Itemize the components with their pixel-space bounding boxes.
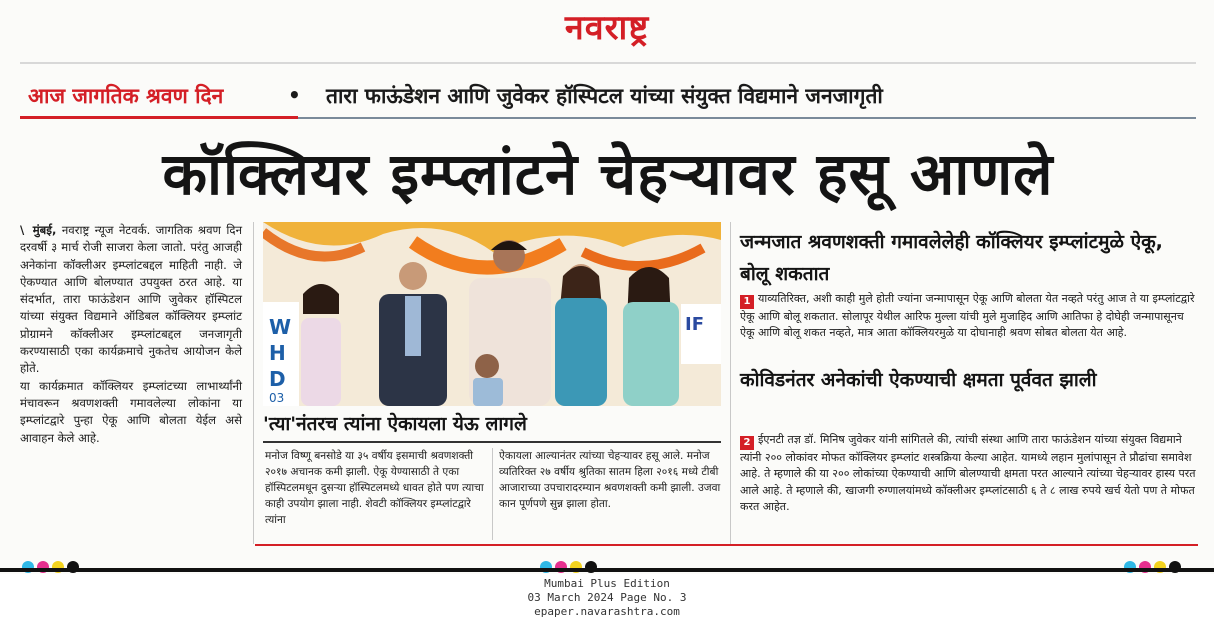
- column-rule: [492, 448, 493, 540]
- column-rule: [730, 222, 731, 544]
- banner-letter: D: [269, 367, 286, 391]
- left-column-body: नवराष्ट्र न्यूज नेटवर्क. जागतिक श्रवण दिन दरवर्षी ३ मार्च रोजी साजरा केला जातो. परंतु आजही अनेकांना कॉक्लीअर इम्प्लांटबद्दल माहिती नाही. जे ऐकण्यात आणि बोलण्यात उपयुक्त ठरत आहे. या संदर्भात, तारा फाऊंडेशन आणि जुवेकर हॉस्पिटल यांच्या संयुक्त विद्यमाने ऑडिबल कॉक्लियर इम्प्लांट प्रोग्रामने कॉक्लीअर इम्प्लांटबद्दल जनजागृती करण्यासाठी एका कार्यक्रमाचे नुकतेच आयोजन केले होते.: [20, 223, 242, 376]
- banner-letter: 03: [269, 391, 285, 405]
- dateline-mark: \: [20, 223, 25, 237]
- number-badge: 1: [740, 295, 754, 309]
- footer-url[interactable]: epaper.navarashtra.com: [534, 605, 680, 618]
- strap-underline: [298, 117, 1196, 119]
- strap-tag-underline: [20, 116, 298, 119]
- footer-edition: Mumbai Plus Edition: [544, 577, 670, 590]
- subheading-2: कोविडनंतर अनेकांची ऐकण्याची क्षमता पूर्ववत झाली: [740, 369, 1097, 391]
- footer-date-page: 03 March 2024 Page No. 3: [527, 591, 687, 604]
- masthead: [0, 6, 1214, 50]
- event-photo: [263, 222, 721, 406]
- photo-caption-rule: [263, 441, 721, 443]
- page-footer: [0, 574, 1214, 622]
- strap-bullet: •: [288, 83, 301, 107]
- middle-left-text: मनोज विष्णू बनसोडे या ३५ वर्षीय इसमाची श्रवणशक्ती २०१७ अचानक कमी झाली. ऐकू येण्यासाठी ते एका हॉस्पिटलमधून दुसऱ्या हॉस्पिटलमध्ये धावत होते पण त्याचा काही उपयोग झाला नाही. शेवटी कॉक्लियर इम्प्लांटद्वारे त्यांना: [265, 450, 484, 526]
- subsection-2-text: [740, 432, 1198, 516]
- strap-line: [20, 80, 1196, 120]
- subsection-2-body: ईएनटी तज्ञ डॉ. मिनिष जुवेकर यांनी सांगितले की, त्यांची संस्था आणि तारा फाऊंडेशन यांच्या संयुक्त विद्यमाने त्यांनी २०० लोकांवर मोफत कॉक्लियर इम्प्लांट शस्त्रक्रिया केल्या आहेत. यामध्ये लहान मुलांपासून ते प्रौढांचा समावेश आहे. ते म्हणाले की या २०० लोकांच्या ऐकण्याची आणि बोलण्याची क्षमता परत आल्याने त्यांच्या चेहऱ्यावर हास्य परत आले आहे. ते म्हणाले की, खाजगी रुग्णालयांमध्ये कॉक्लीअर इम्प्लांटसाठी ६ ते ८ लाख रुपये खर्च येतो पण ते मोफत करत आहेत.: [740, 433, 1196, 514]
- page-bottom-bar: [0, 568, 1214, 572]
- left-column-article: [20, 222, 242, 552]
- middle-right-text: ऐकायला आल्यानंतर त्यांच्या चेहऱ्यावर हसू आले. मनोज व्यतिरिक्त २७ वर्षीय श्रुतिका सातम हिला २०१६ मध्ये टीबी आजाराच्या उपचारादरम्यान श्रवणशक्ती कमी झाली. उजवा कान पूर्णपणे सुन्न झाला होता.: [499, 450, 721, 510]
- photo-caption: 'त्या'नंतरच त्यांना ऐकायला येऊ लागले: [263, 413, 527, 435]
- newspaper-logo: नवराष्ट्र: [564, 8, 650, 48]
- number-badge: 2: [740, 436, 754, 450]
- article-bottom-rule: [255, 544, 1198, 546]
- left-column-body-2: या कार्यक्रमात कॉक्लियर इम्प्लांटच्या लाभार्थ्यांनी मंचावरून श्रवणशक्ती गमावलेल्या लोकांना या इम्प्लांटद्वारे पुन्हा ऐकू आणि बोलता येईल असे आवाहन केले आहे.: [20, 378, 242, 445]
- subsection-1-text: [740, 291, 1198, 341]
- main-headline: कॉक्लियर इम्प्लांटने चेहऱ्यावर हसू आणले: [162, 140, 1054, 208]
- banner-letter: W: [269, 315, 292, 339]
- dateline: मुंबई,: [32, 223, 57, 237]
- banner-letter: H: [269, 341, 286, 365]
- strap-text: तारा फाऊंडेशन आणि जुवेकर हॉस्पिटल यांच्या संयुक्त विद्यमाने जनजागृती: [326, 84, 883, 108]
- banner-letter-right: IF: [685, 314, 704, 335]
- subsection-1-body: याव्यतिरिक्त, अशी काही मुले होती ज्यांना जन्मापासून ऐकू आणि बोलता येत नव्हते परंतु आज ते या इम्प्लांटद्वारे ऐकू आणि बोलू शकतात. सोलापूर येथील आरिफ मुल्ला यांची मुले मुजाहिद आणि आतिफा हे दोघेही जन्मापासूनच ऐकू आणि बोलू शकत नव्हते, मात्र आता कॉक्लियरमुळे या दोघानाही श्रवण सोबत बोलता येत आहे.: [740, 292, 1195, 340]
- top-divider: [20, 62, 1196, 64]
- column-rule: [253, 222, 254, 544]
- strap-tag: आज जागतिक श्रवण दिन: [28, 84, 224, 108]
- subheading-1: जन्मजात श्रवणशक्ती गमावलेलेही कॉक्लियर इम्प्लांटमुळे ऐकू, बोलू शकतात: [740, 231, 1163, 285]
